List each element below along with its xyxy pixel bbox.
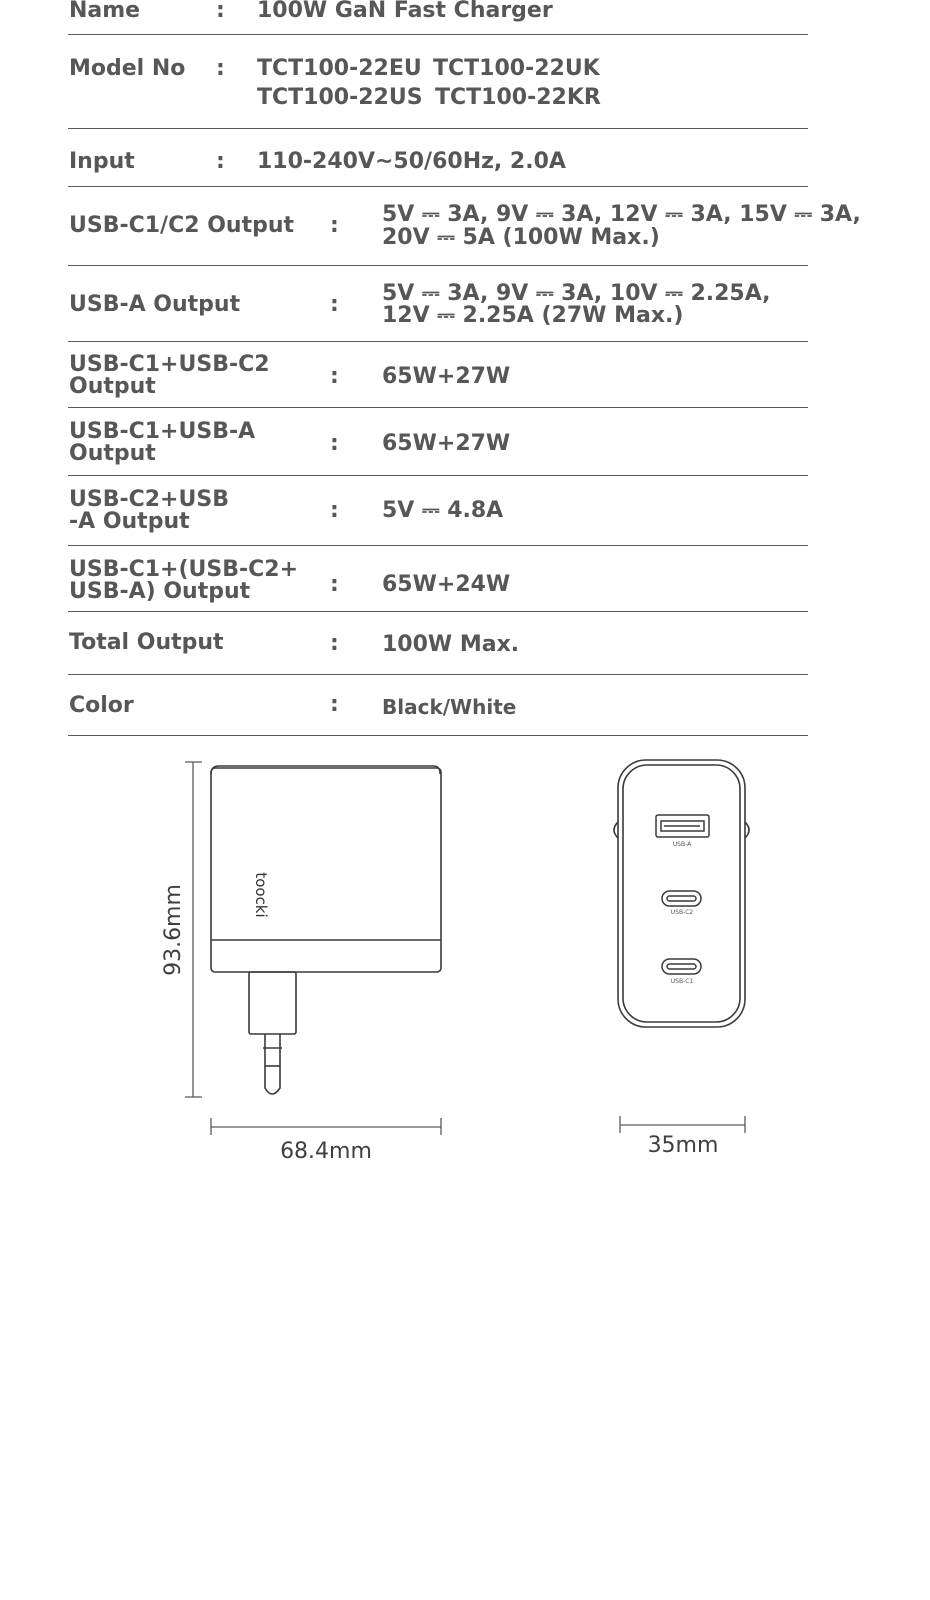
spec-value-input: 110-240V~50/60Hz, 2.0A bbox=[257, 149, 566, 174]
spec-value-color: Black/White bbox=[382, 695, 517, 719]
spec-colon: : bbox=[216, 149, 225, 174]
depth-dimension bbox=[620, 1116, 745, 1133]
width-dimension bbox=[211, 1118, 441, 1135]
port-label-usb-a: USB-A bbox=[672, 841, 692, 848]
model-eu: TCT100-22EU bbox=[257, 56, 422, 81]
spec-label-color: Color bbox=[69, 693, 134, 718]
usb-c2-port-icon bbox=[662, 891, 701, 906]
spec-label-model: Model No bbox=[69, 56, 186, 81]
brand-logo: toocki bbox=[252, 872, 270, 918]
spec-value-c1-c2a: 65W+24W bbox=[382, 572, 511, 597]
spec-colon: : bbox=[330, 364, 339, 389]
spec-label-c1-c2a-line2: USB-A) Output bbox=[69, 579, 251, 604]
model-uk: TCT100-22UK bbox=[433, 56, 600, 81]
spec-colon: : bbox=[216, 56, 225, 81]
spec-label-c1-c2-line1: USB-C1+USB-C2 bbox=[69, 352, 270, 377]
spec-label-c1-c2-line2: Output bbox=[69, 374, 156, 399]
width-dim-label: 68.4mm bbox=[280, 1139, 372, 1164]
spec-label-c1-c2a-line1: USB-C1+(USB-C2+ bbox=[69, 557, 299, 582]
spec-value-c2-a: 5V ⎓ 4.8A bbox=[382, 498, 504, 523]
spec-label-usba-output: USB-A Output bbox=[69, 292, 241, 317]
port-label-usb-c2: USB-C2 bbox=[670, 909, 694, 916]
model-kr: TCT100-22KR bbox=[435, 85, 601, 110]
usba-output-line1: 5V ⎓ 3A, 9V ⎓ 3A, 10V ⎓ 2.25A, bbox=[382, 281, 771, 306]
spec-colon: : bbox=[330, 213, 339, 238]
spec-label-input: Input bbox=[69, 149, 135, 174]
spec-label-c1-a-line2: Output bbox=[69, 441, 156, 466]
height-dimension bbox=[185, 762, 202, 1097]
spec-value-c1-c2: 65W+27W bbox=[382, 364, 511, 389]
spec-label-c2-a-line1: USB-C2+USB bbox=[69, 487, 229, 512]
spec-label-usbc-output: USB-C1/C2 Output bbox=[69, 213, 295, 238]
spec-value-name: 100W GaN Fast Charger bbox=[257, 0, 553, 23]
spec-value-c1-a: 65W+27W bbox=[382, 431, 511, 456]
usbc-output-line1: 5V ⎓ 3A, 9V ⎓ 3A, 12V ⎓ 3A, 15V ⎓ 3A, bbox=[382, 202, 861, 227]
spec-colon: : bbox=[330, 572, 339, 597]
spec-colon: : bbox=[330, 692, 339, 717]
charger-body bbox=[211, 766, 441, 972]
spec-label-c1-a-line1: USB-C1+USB-A bbox=[69, 419, 256, 444]
depth-dim-label: 35mm bbox=[647, 1133, 719, 1158]
spec-label-c2-a-line2: -A Output bbox=[69, 509, 190, 534]
spec-colon: : bbox=[330, 292, 339, 317]
plug-prong bbox=[249, 972, 296, 1094]
spec-colon: : bbox=[330, 631, 339, 656]
height-dim-label: 93.6mm bbox=[161, 884, 186, 976]
spec-colon: : bbox=[330, 431, 339, 456]
spec-label-total: Total Output bbox=[69, 630, 224, 655]
spec-label-name: Name bbox=[69, 0, 141, 23]
spec-value-total: 100W Max. bbox=[382, 632, 520, 657]
port-label-usb-c1: USB-C1 bbox=[670, 978, 694, 985]
model-us: TCT100-22US bbox=[257, 85, 423, 110]
spec-colon: : bbox=[216, 0, 225, 23]
charger-front-view bbox=[614, 760, 749, 1027]
usb-a-port-icon bbox=[656, 815, 709, 837]
usbc-output-line2: 20V ⎓ 5A (100W Max.) bbox=[382, 225, 660, 250]
spec-colon: : bbox=[330, 498, 339, 523]
usb-c1-port-icon bbox=[662, 959, 701, 974]
usba-output-line2: 12V ⎓ 2.25A (27W Max.) bbox=[382, 303, 684, 328]
